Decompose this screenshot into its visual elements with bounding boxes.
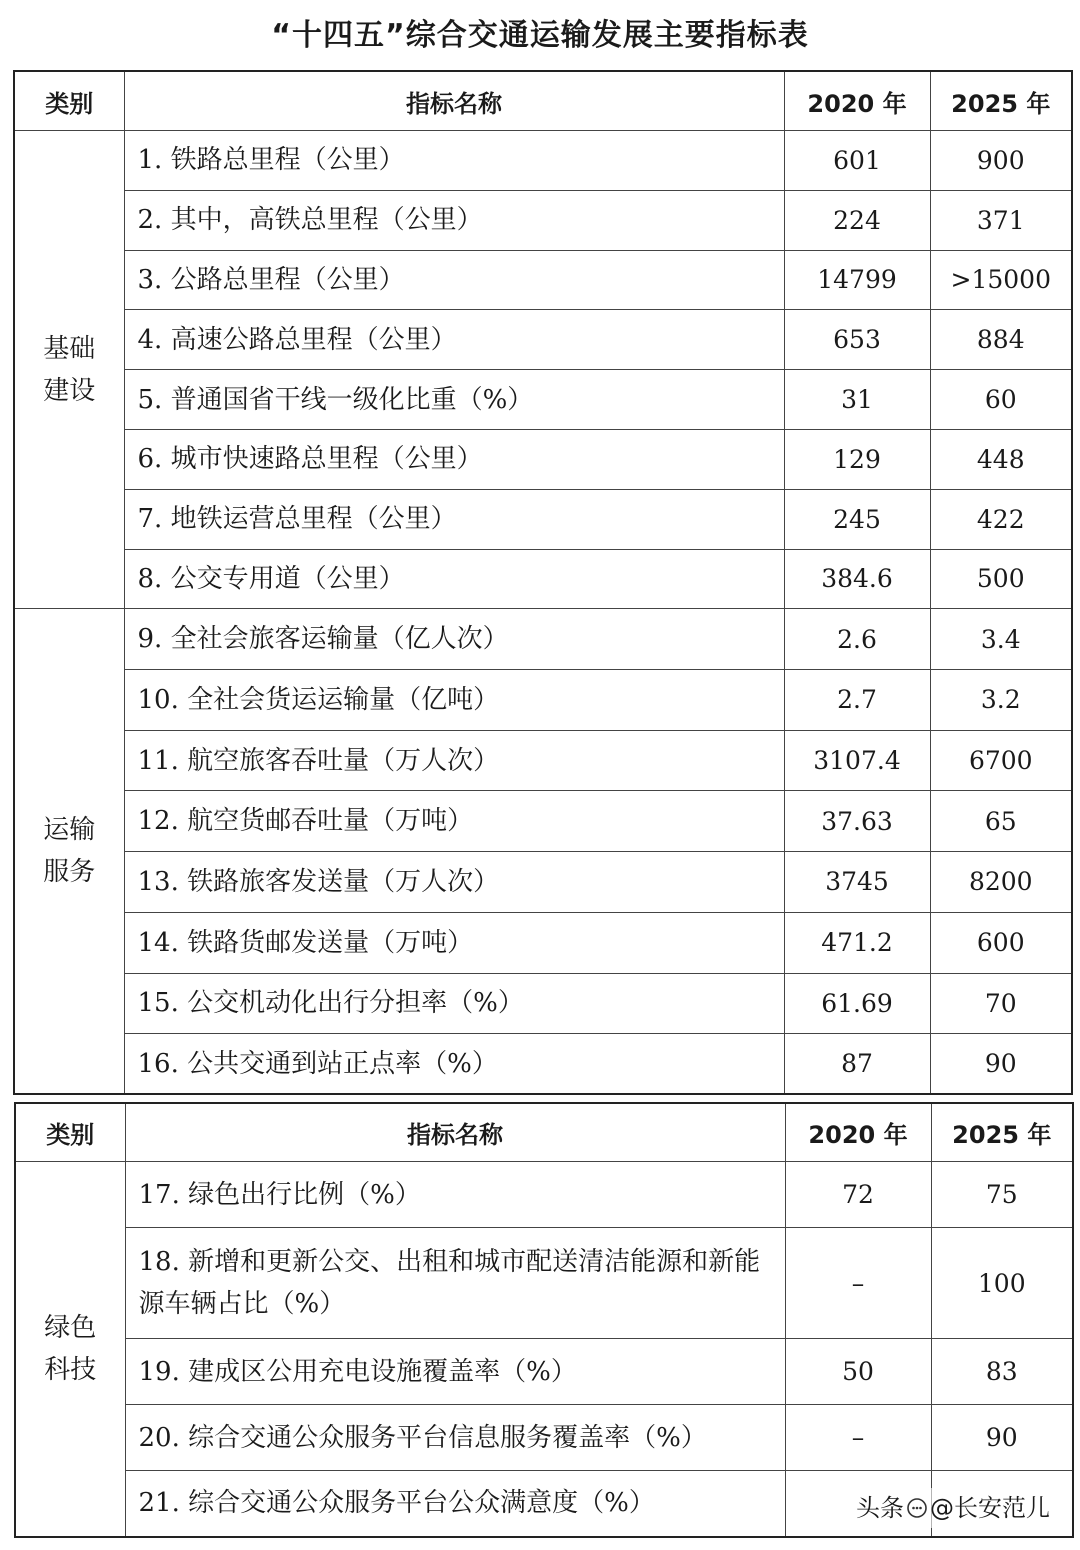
- value-2025: 90: [931, 1405, 1073, 1471]
- value-2020: 601: [784, 131, 930, 191]
- value-2020: 61.69: [784, 973, 930, 1034]
- indicator-name: 19. 建成区公用充电设施覆盖率（%）: [125, 1339, 785, 1405]
- value-2020: 129: [784, 429, 930, 489]
- value-2025: 371: [930, 190, 1072, 250]
- indicator-table-1: [13, 70, 1073, 1095]
- indicator-name: 18. 新增和更新公交、出租和城市配送清洁能源和新能源车辆占比（%）: [125, 1228, 785, 1339]
- table-row: [14, 609, 1072, 670]
- value-2020: 31: [784, 370, 930, 430]
- indicator-name: 5. 普通国省干线一级化比重（%）: [124, 370, 784, 430]
- value-2025: 65: [930, 791, 1072, 852]
- table-row: [14, 852, 1072, 913]
- table-row: [14, 912, 1072, 973]
- value-2020: 471.2: [784, 912, 930, 973]
- indicator-name: 16. 公共交通到站正点率（%）: [124, 1034, 784, 1095]
- value-2025: 75: [931, 1162, 1073, 1228]
- table-row: [14, 549, 1072, 609]
- indicator-name: 2. 其中，高铁总里程（公里）: [124, 190, 784, 250]
- category-infrastructure: 基础建设: [14, 131, 124, 609]
- table-row: [14, 131, 1072, 191]
- value-2025: >15000: [930, 250, 1072, 310]
- value-2020: 3107.4: [784, 730, 930, 791]
- table-row: [14, 730, 1072, 791]
- chat-bubble-icon: [906, 1497, 928, 1519]
- table-row: [15, 1339, 1073, 1405]
- watermark-handle: @长安范儿: [930, 1494, 1050, 1522]
- value-2025: 100: [931, 1228, 1073, 1339]
- table-row: [14, 489, 1072, 549]
- indicator-name: 8. 公交专用道（公里）: [124, 549, 784, 609]
- value-2020: 87: [784, 1034, 930, 1095]
- table-row: [15, 1405, 1073, 1471]
- header-category: 类别: [15, 1103, 125, 1162]
- value-2020: 245: [784, 489, 930, 549]
- value-2025: 3.2: [930, 670, 1072, 731]
- category-green-tech: 绿色科技: [15, 1162, 125, 1537]
- watermark-prefix: 头条: [856, 1494, 904, 1522]
- value-2020: 3745: [784, 852, 930, 913]
- indicator-name: 3. 公路总里程（公里）: [124, 250, 784, 310]
- indicator-name: 14. 铁路货邮发送量（万吨）: [124, 912, 784, 973]
- indicator-name: 10. 全社会货运运输量（亿吨）: [124, 670, 784, 731]
- header-indicator: 指标名称: [124, 71, 784, 131]
- value-2020: 50: [785, 1339, 931, 1405]
- category-transport-service: 运输服务: [14, 609, 124, 1095]
- indicator-name: 11. 航空旅客吞吐量（万人次）: [124, 730, 784, 791]
- table-row: [14, 190, 1072, 250]
- indicator-name: 12. 航空货邮吞吐量（万吨）: [124, 791, 784, 852]
- value-2025: 448: [930, 429, 1072, 489]
- header-2025: 2025 年: [931, 1103, 1073, 1162]
- header-2020: 2020 年: [785, 1103, 931, 1162]
- indicator-name: 15. 公交机动化出行分担率（%）: [124, 973, 784, 1034]
- value-2020: 72: [785, 1162, 931, 1228]
- table-row: [14, 250, 1072, 310]
- table-row: [14, 370, 1072, 430]
- value-2020: 14799: [784, 250, 930, 310]
- value-2025: 70: [930, 973, 1072, 1034]
- value-2020: –: [785, 1228, 931, 1339]
- table-row: [14, 310, 1072, 370]
- header-2025: 2025 年: [930, 71, 1072, 131]
- indicator-name: 17. 绿色出行比例（%）: [125, 1162, 785, 1228]
- value-2020: 2.6: [784, 609, 930, 670]
- table-row: [14, 670, 1072, 731]
- indicator-name: 13. 铁路旅客发送量（万人次）: [124, 852, 784, 913]
- table-row: [14, 429, 1072, 489]
- value-2025: 422: [930, 489, 1072, 549]
- table-row: [14, 791, 1072, 852]
- header-category: 类别: [14, 71, 124, 131]
- table-header-row: [15, 1103, 1073, 1162]
- table-row: [15, 1162, 1073, 1228]
- value-2025: 500: [930, 549, 1072, 609]
- watermark: [852, 1488, 1054, 1528]
- value-2025: 83: [931, 1339, 1073, 1405]
- value-2020: 224: [784, 190, 930, 250]
- indicator-name: 21. 综合交通公众服务平台公众满意度（%）: [125, 1471, 785, 1537]
- indicator-name: 20. 综合交通公众服务平台信息服务覆盖率（%）: [125, 1405, 785, 1471]
- value-2025: 6700: [930, 730, 1072, 791]
- table-row: [14, 1034, 1072, 1095]
- indicator-name: 4. 高速公路总里程（公里）: [124, 310, 784, 370]
- table-header-row: [14, 71, 1072, 131]
- indicator-name: 9. 全社会旅客运输量（亿人次）: [124, 609, 784, 670]
- header-2020: 2020 年: [784, 71, 930, 131]
- indicator-name: 1. 铁路总里程（公里）: [124, 131, 784, 191]
- value-2025: 8200: [930, 852, 1072, 913]
- page-title: “十四五”综合交通运输发展主要指标表: [271, 18, 809, 53]
- table-row: [14, 973, 1072, 1034]
- value-2020: 2.7: [784, 670, 930, 731]
- indicator-name: 7. 地铁运营总里程（公里）: [124, 489, 784, 549]
- table-row: [15, 1228, 1073, 1339]
- value-2020: –: [785, 1405, 931, 1471]
- value-2020: 384.6: [784, 549, 930, 609]
- value-2020: 37.63: [784, 791, 930, 852]
- value-2025: 60: [930, 370, 1072, 430]
- value-2020: 653: [784, 310, 930, 370]
- value-2025: 884: [930, 310, 1072, 370]
- value-2025: 900: [930, 131, 1072, 191]
- value-2025: 3.4: [930, 609, 1072, 670]
- value-2025: 600: [930, 912, 1072, 973]
- indicator-table-2: [14, 1102, 1074, 1538]
- value-2025: 90: [930, 1034, 1072, 1095]
- indicator-name: 6. 城市快速路总里程（公里）: [124, 429, 784, 489]
- header-indicator: 指标名称: [125, 1103, 785, 1162]
